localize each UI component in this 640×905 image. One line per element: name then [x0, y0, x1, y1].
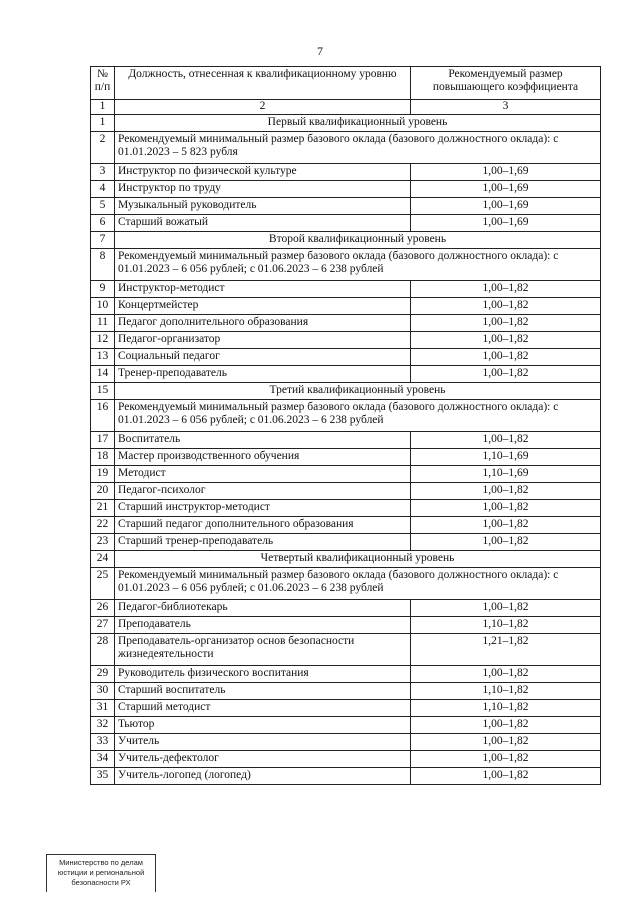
- row-number: 23: [91, 534, 115, 551]
- position-name: Мастер производственного обучения: [115, 449, 411, 466]
- row-number: 7: [91, 232, 115, 249]
- coefficient-table: [90, 66, 601, 785]
- coefficient-value: 1,00–1,69: [411, 181, 601, 198]
- table-row: [91, 717, 601, 734]
- table-row: [91, 534, 601, 551]
- row-number: 15: [91, 383, 115, 400]
- row-number: 32: [91, 717, 115, 734]
- coefficient-value: 1,10–1,69: [411, 449, 601, 466]
- row-number: 5: [91, 198, 115, 215]
- coefficient-value: 1,00–1,69: [411, 198, 601, 215]
- page-number: 7: [317, 44, 323, 58]
- row-number: 26: [91, 600, 115, 617]
- row-number: 11: [91, 315, 115, 332]
- table-row: [91, 349, 601, 366]
- row-number: 3: [91, 164, 115, 181]
- table-row: [91, 215, 601, 232]
- position-name: Старший тренер-преподаватель: [115, 534, 411, 551]
- coefficient-value: 1,10–1,69: [411, 466, 601, 483]
- table-row: [91, 551, 601, 568]
- position-name: Учитель: [115, 734, 411, 751]
- table-row: [91, 634, 601, 666]
- table-row: [91, 683, 601, 700]
- table-row: [91, 366, 601, 383]
- row-number: 28: [91, 634, 115, 666]
- table-body: [91, 115, 601, 785]
- position-name: Тренер-преподаватель: [115, 366, 411, 383]
- coefficient-value: 1,10–1,82: [411, 683, 601, 700]
- row-number: 27: [91, 617, 115, 634]
- qualification-level: Первый квалификационный уровень: [115, 115, 601, 132]
- position-name: Педагог-психолог: [115, 483, 411, 500]
- column-index: 3: [411, 100, 601, 115]
- position-name: Старший вожатый: [115, 215, 411, 232]
- row-number: 35: [91, 768, 115, 785]
- coefficient-value: 1,00–1,82: [411, 517, 601, 534]
- table-row: [91, 500, 601, 517]
- position-name: Преподаватель-организатор основ безопасности жизнедеятельности: [115, 634, 411, 666]
- table-row: [91, 315, 601, 332]
- position-name: Учитель-логопед (логопед): [115, 768, 411, 785]
- row-number: 12: [91, 332, 115, 349]
- coefficient-value: 1,21–1,82: [411, 634, 601, 666]
- table-row: [91, 115, 601, 132]
- column-index: 1: [91, 100, 115, 115]
- salary-note: Рекомендуемый минимальный размер базового оклада (базового должностного оклада): с 01.01.2023 – 6 056 рублей; с 01.06.2023 – 6 238 рублей: [115, 249, 601, 281]
- coefficient-value: 1,00–1,82: [411, 298, 601, 315]
- coefficient-value: 1,00–1,82: [411, 600, 601, 617]
- row-number: 9: [91, 281, 115, 298]
- coefficient-value: 1,00–1,82: [411, 534, 601, 551]
- coefficient-value: 1,00–1,82: [411, 483, 601, 500]
- row-number: 10: [91, 298, 115, 315]
- position-name: Старший методист: [115, 700, 411, 717]
- salary-note: Рекомендуемый минимальный размер базового оклада (базового должностного оклада): с 01.01.2023 – 6 056 рублей; с 01.06.2023 – 6 238 рублей: [115, 400, 601, 432]
- column-index: 2: [115, 100, 411, 115]
- table-row: [91, 700, 601, 717]
- table-row: [91, 332, 601, 349]
- position-name: Тьютор: [115, 717, 411, 734]
- header-coefficient: Рекомендуемый размер повышающего коэффициента: [411, 67, 601, 100]
- row-number: 14: [91, 366, 115, 383]
- table-row: [91, 132, 601, 164]
- table-row: [91, 734, 601, 751]
- table-row: [91, 466, 601, 483]
- qualification-level: Второй квалификационный уровень: [115, 232, 601, 249]
- stamp-line: Министерство по делам: [59, 858, 143, 867]
- table-row: [91, 198, 601, 215]
- qualification-level: Четвертый квалификационный уровень: [115, 551, 601, 568]
- row-number: 34: [91, 751, 115, 768]
- position-name: Концертмейстер: [115, 298, 411, 315]
- position-name: Педагог-организатор: [115, 332, 411, 349]
- table-row: [91, 517, 601, 534]
- position-name: Старший инструктор-методист: [115, 500, 411, 517]
- position-name: Педагог дополнительного образования: [115, 315, 411, 332]
- header-position: Должность, отнесенная к квалификационному уровню: [115, 67, 411, 100]
- coefficient-value: 1,00–1,82: [411, 500, 601, 517]
- coefficient-value: 1,00–1,82: [411, 432, 601, 449]
- position-name: Старший воспитатель: [115, 683, 411, 700]
- table-row: [91, 400, 601, 432]
- row-number: 1: [91, 115, 115, 132]
- coefficient-value: 1,00–1,82: [411, 768, 601, 785]
- table-header: [91, 67, 601, 115]
- position-name: Преподаватель: [115, 617, 411, 634]
- table-row: [91, 617, 601, 634]
- coefficient-value: 1,00–1,82: [411, 281, 601, 298]
- header-num: № п/п: [91, 67, 115, 100]
- position-name: Музыкальный руководитель: [115, 198, 411, 215]
- table-row: [91, 249, 601, 281]
- row-number: 18: [91, 449, 115, 466]
- position-name: Инструктор по труду: [115, 181, 411, 198]
- row-number: 30: [91, 683, 115, 700]
- coefficient-value: 1,00–1,82: [411, 315, 601, 332]
- row-number: 22: [91, 517, 115, 534]
- row-number: 19: [91, 466, 115, 483]
- table-row: [91, 751, 601, 768]
- table-row: [91, 383, 601, 400]
- row-number: 8: [91, 249, 115, 281]
- row-number: 13: [91, 349, 115, 366]
- row-number: 2: [91, 132, 115, 164]
- table-row: [91, 432, 601, 449]
- stamp-line: безопасности РХ: [71, 878, 131, 887]
- table-row: [91, 164, 601, 181]
- table-row: [91, 666, 601, 683]
- row-number: 29: [91, 666, 115, 683]
- table-row: [91, 449, 601, 466]
- row-number: 20: [91, 483, 115, 500]
- position-name: Социальный педагог: [115, 349, 411, 366]
- coefficient-value: 1,00–1,82: [411, 366, 601, 383]
- position-name: Руководитель физического воспитания: [115, 666, 411, 683]
- coefficient-value: 1,00–1,82: [411, 332, 601, 349]
- row-number: 31: [91, 700, 115, 717]
- table-row: [91, 600, 601, 617]
- position-name: Инструктор-методист: [115, 281, 411, 298]
- salary-note: Рекомендуемый минимальный размер базового оклада (базового должностного оклада): с 01.01.2023 – 5 823 рубля: [115, 132, 601, 164]
- column-index-row: [91, 100, 601, 115]
- stamp-line: юстиции и региональной: [57, 868, 145, 877]
- table-row: [91, 232, 601, 249]
- position-name: Учитель-дефектолог: [115, 751, 411, 768]
- coefficient-value: 1,00–1,82: [411, 717, 601, 734]
- row-number: 21: [91, 500, 115, 517]
- salary-note: Рекомендуемый минимальный размер базового оклада (базового должностного оклада): с 01.01.2023 – 6 056 рублей; с 01.06.2023 – 6 238 рублей: [115, 568, 601, 600]
- position-name: Педагог-библиотекарь: [115, 600, 411, 617]
- row-number: 17: [91, 432, 115, 449]
- row-number: 25: [91, 568, 115, 600]
- table-row: [91, 568, 601, 600]
- table-row: [91, 298, 601, 315]
- table-row: [91, 281, 601, 298]
- coefficient-value: 1,00–1,82: [411, 666, 601, 683]
- row-number: 33: [91, 734, 115, 751]
- row-number: 24: [91, 551, 115, 568]
- coefficient-value: 1,00–1,82: [411, 349, 601, 366]
- position-name: Воспитатель: [115, 432, 411, 449]
- position-name: Старший педагог дополнительного образования: [115, 517, 411, 534]
- qualification-level: Третий квалификационный уровень: [115, 383, 601, 400]
- registration-stamp: [46, 854, 156, 892]
- coefficient-value: 1,00–1,69: [411, 164, 601, 181]
- coefficient-value: 1,00–1,69: [411, 215, 601, 232]
- position-name: Инструктор по физической культуре: [115, 164, 411, 181]
- row-number: 4: [91, 181, 115, 198]
- position-name: Методист: [115, 466, 411, 483]
- table-row: [91, 768, 601, 785]
- coefficient-value: 1,00–1,82: [411, 734, 601, 751]
- table-row: [91, 181, 601, 198]
- row-number: 6: [91, 215, 115, 232]
- row-number: 16: [91, 400, 115, 432]
- coefficient-value: 1,00–1,82: [411, 751, 601, 768]
- coefficient-value: 1,10–1,82: [411, 617, 601, 634]
- table-row: [91, 483, 601, 500]
- coefficient-value: 1,10–1,82: [411, 700, 601, 717]
